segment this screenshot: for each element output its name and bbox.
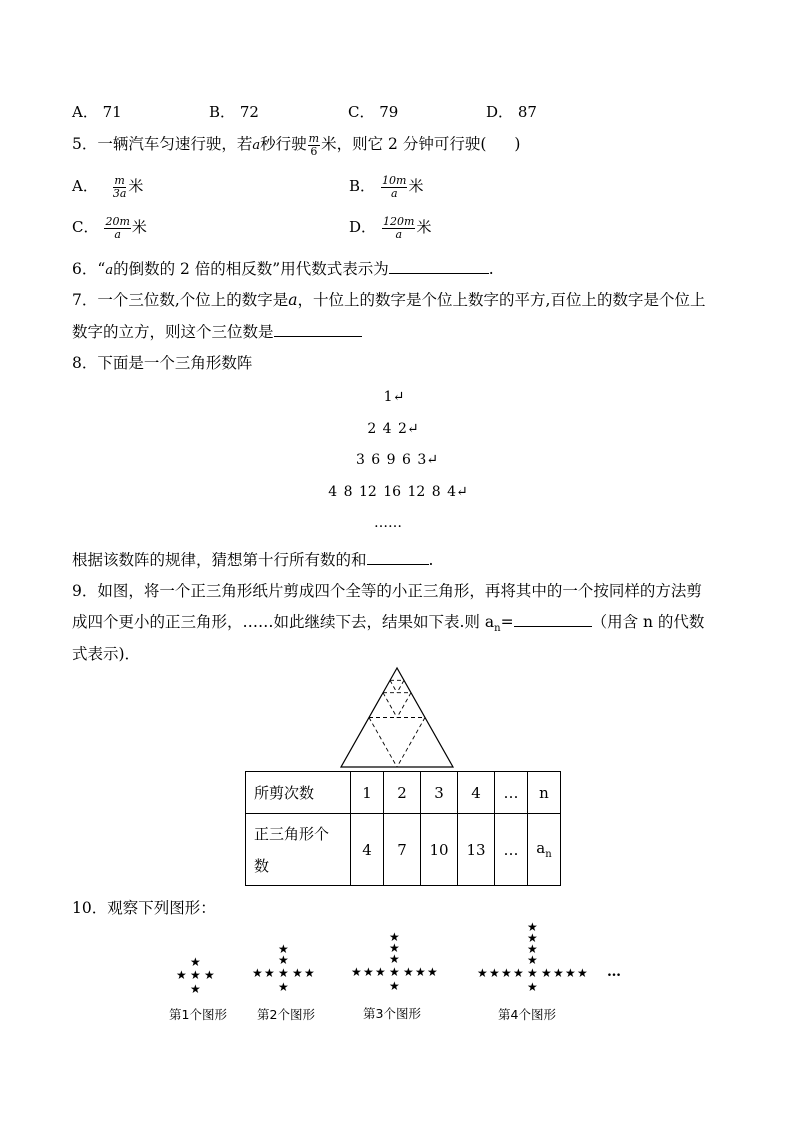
star-icon: ★ [304,966,315,980]
star-icon: ★ [363,965,374,979]
q9-line3: 式表示)． [72,645,141,663]
table-cell: 13 [458,814,495,886]
table-cell: 4 [458,772,495,814]
star-icon: ★ [190,955,201,969]
star-icon: ★ [375,965,386,979]
q4-option-d: D． 87 [486,103,537,121]
table-cell: … [495,772,528,814]
q8-row-1: 1↵ [383,389,405,405]
star-icon: ★ [278,953,289,967]
table-cell: 1 [351,772,384,814]
q7-answer-blank [274,322,362,337]
star-icon: ★ [489,966,500,980]
table-cell: n [528,772,561,814]
star-icon: ★ [389,941,400,955]
star-icon: ★ [389,979,400,993]
star-icon: ★ [292,966,303,980]
star-icon: ★ [527,931,538,945]
q10-caption-1: 第1个图形 [169,1007,227,1022]
star-icon: ★ [278,942,289,956]
q10-title: 10．观察下列图形： [72,899,216,917]
star-icon: ★ [527,980,538,994]
star-icon: ★ [565,966,576,980]
star-icon: ★ [553,966,564,980]
q9-line1: 9．如图，将一个正三角形纸片剪成四个全等的小正三角形，再将其中的一个按同样的方法剪 [72,582,702,600]
star-icon: ★ [527,966,538,980]
star-icon: ★ [264,966,275,980]
q9-line2: 成四个更小的正三角形，……如此继续下去，结果如下表.则 $a_n=$ （用含 n 的代数 [72,613,705,635]
q8-title: 8．下面是一个三角形数阵 [72,354,253,372]
q10-caption-3: 第3个图形 [363,1006,421,1021]
q9-table [245,771,561,886]
star-icon: ★ [427,965,438,979]
star-icon: ★ [477,966,488,980]
q6-question: 6．“a的倒数的 2 倍的相反数”用代数式表示为 . [72,260,494,278]
table-cell: … [495,814,528,886]
star-icon: ★ [389,965,400,979]
q4-option-a: A． 71 [72,103,122,121]
q8-question: 根据该数阵的规律，猜想第十行所有数的和 . [72,551,434,569]
q8-row-2: 2 4 2↵ [367,421,419,437]
star-icon: ★ [190,982,201,996]
q10-caption-2: 第2个图形 [257,1007,315,1022]
star-icon: ★ [527,953,538,967]
q8-row-4: 4 8 12 16 12 8 4↵ [328,484,468,500]
q7-line2: 数字的立方，则这个三位数是 [72,320,362,342]
table-cell: 10 [421,814,458,886]
star-icon: ★ [204,968,215,982]
table-row [246,772,561,814]
q5-fraction: $\frac{m}{6}$ [308,131,320,158]
star-icon: ★ [541,966,552,980]
q9-triangle-figure [335,666,459,770]
star-icon: ★ [403,965,414,979]
star-icon: ★ [389,952,400,966]
star-icon: ★ [176,968,187,982]
star-icon: ★ [527,942,538,956]
star-icon: ★ [501,966,512,980]
q8-answer-blank [367,550,429,565]
q5-option-c: C． $\frac{20m}{a}$ 米 [72,215,147,241]
table-cell: 4 [351,814,384,886]
table-cell: 所剪次数 [246,772,351,814]
q10-continuation: … [607,964,621,980]
q5-option-d: D． $\frac{120m}{a}$ 米 [349,215,432,241]
q5-stem: 5．一辆汽车匀速行驶，若a秒行驶 $\frac{m}{6}$ 米，则它 2 分钟可行驶( ) [72,131,521,158]
q4-option-b: B． 72 [209,103,259,121]
table-cell: 3 [421,772,458,814]
star-icon: ★ [190,968,201,982]
star-icon: ★ [278,980,289,994]
table-cell: 7 [384,814,421,886]
q5-option-a: A． $\frac{m}{3a}$ 米 [72,174,144,200]
q5-option-b: B． $\frac{10m}{a}$ 米 [349,174,424,200]
star-icon: ★ [351,965,362,979]
q9-answer-blank [514,612,592,627]
table-cell: 2 [384,772,421,814]
q10-caption-4: 第4个图形 [498,1007,556,1022]
table-row [246,814,561,886]
table-cell: $a_n$ [528,814,561,886]
star-icon: ★ [415,965,426,979]
q4-option-c: C． 79 [348,103,399,121]
table-cell: 正三角形个 数 [246,814,351,886]
q8-row-3: 3 6 9 6 3↵ [355,452,439,468]
star-icon: ★ [389,930,400,944]
q8-ellipsis: …… [374,515,402,531]
q6-answer-blank [389,259,489,274]
star-icon: ★ [527,920,538,934]
q7-line1: 7．一个三位数,个位上的数字是a，十位上的数字是个位上数字的平方,百位上的数字是个位上 [72,291,706,309]
star-icon: ★ [513,966,524,980]
star-icon: ★ [278,966,289,980]
star-icon: ★ [252,966,263,980]
star-icon: ★ [577,966,588,980]
